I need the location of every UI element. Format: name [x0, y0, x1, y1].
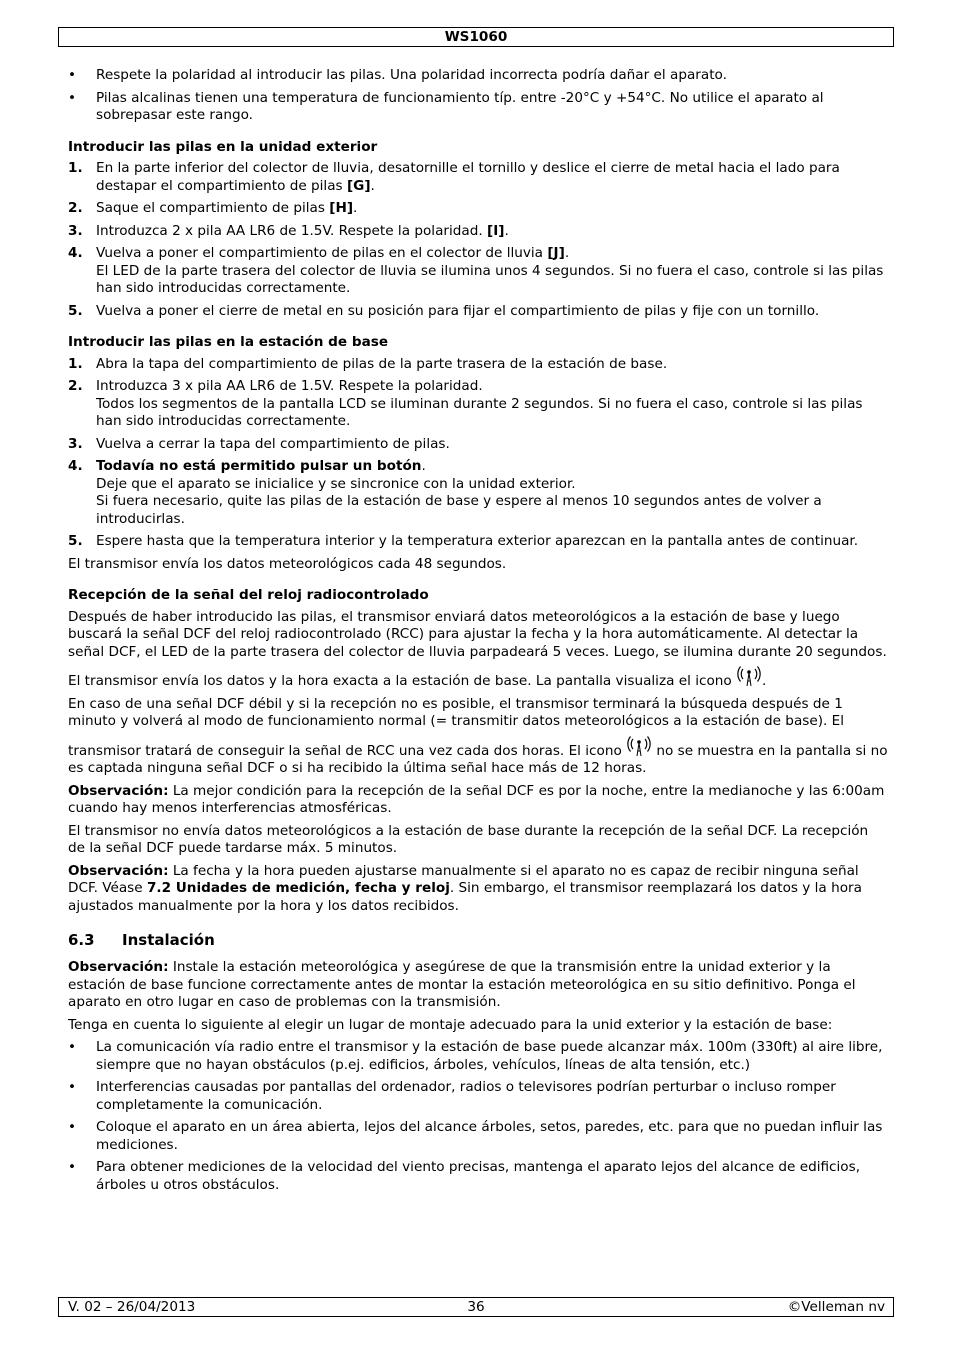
step-item: 4. Todavía no está permitido pulsar un botón. Deje que el aparato se inicialice y se sincronice con la unidad exterior. Si fuera necesario, quite las pilas de la estación de base y espere al menos 10 segundos antes de volver a introducirlas. [68, 458, 822, 527]
list-item: • La comunicación vía radio entre el transmisor y la estación de base puede alcanzar máx. 100m (330ft) al aire libre, siempre que no hayan obstáculos (p.ej. edificios, árboles, vehículos, líneas de alta tensión, etc.) [68, 1039, 883, 1073]
rcc-paragraph: En caso de una señal DCF débil y si la recepción no es posible, el transmisor terminará la búsqueda después de 1 minuto y volverá al modo de funcionamiento normal (= transmitir datos meteorológicos a la estación de base). El transmisor tratará de conseguir la señal de RCC una vez cada dos horas. El icono no se muestra en la pantalla si no es captada ninguna señal DCF o si ha recibido la última señal hace más de 12 horas. [68, 695, 888, 776]
cross-reference: 7.2 Unidades de medición, fecha y reloj [146, 880, 450, 896]
section-number: 6.3 [68, 931, 95, 949]
transmit-interval-note: El transmisor envía los datos meteorológicos cada 48 segundos. [68, 555, 507, 572]
page-content [68, 67, 888, 1199]
bullet-mark: • [68, 1119, 77, 1135]
section-title: Instalación [122, 931, 215, 949]
step-item: 3. Vuelva a cerrar la tapa del compartimiento de pilas. [68, 435, 450, 452]
page-header [58, 27, 894, 47]
observation-note: Observación: La fecha y la hora pueden ajustarse manualmente si el aparato no es capaz de recibir ninguna señal DCF. Véase 7.2 Unidades de medición, fecha y reloj. Sin embargo, el transmisor reemplazará los datos y la hora ajustados manualmente por la hora y los datos recibidos. [68, 862, 862, 914]
radio-tower-icon [736, 661, 762, 687]
model-title: WS1060 [444, 29, 508, 45]
list-item: • Interferencias causadas por pantallas del ordenador, radios o televisores podrían perturbar o incluso romper completamente la comunicación. [68, 1079, 836, 1113]
base-steps [68, 356, 888, 551]
install-considerations-list [68, 1039, 888, 1194]
list-item: • Para obtener mediciones de la velocidad del viento precisas, mantenga el aparato lejos del alcance de edificios, árboles u otros obstáculos. [68, 1159, 861, 1193]
page-number: 36 [467, 1299, 485, 1315]
step-item: 4. Vuelva a poner el compartimiento de pilas en el colector de lluvia [J]. El LED de la parte trasera del colector de lluvia se ilumina unos 4 segundos. Si no fuera el caso, controle si las pilas han sido introducidas correctamente. [68, 245, 884, 296]
base-heading: Introducir las pilas en la estación de base [68, 334, 389, 350]
bullet-mark: • [68, 1159, 77, 1175]
install-intro: Tenga en cuenta lo siguiente al elegir un lugar de montaje adecuado para la unid exterior y la estación de base: [68, 1016, 833, 1033]
rcc-heading: Recepción de la señal del reloj radiocontrolado [68, 587, 429, 603]
page-footer [58, 1297, 894, 1317]
list-item: • Pilas alcalinas tienen una temperatura de funcionamiento típ. entre -20°C y +54°C. No utilice el aparato al sobrepasar este rango. [68, 89, 824, 123]
bullet-mark: • [68, 67, 77, 83]
step-item: 5. Vuelva a poner el cierre de metal en su posición para fijar el compartimiento de pilas y fije con un tornillo. [68, 302, 820, 319]
list-item: • Coloque el aparato en un área abierta, lejos del alcance árboles, setos, paredes, etc. para que no puedan influir las mediciones. [68, 1119, 883, 1153]
bullet-mark: • [68, 1039, 77, 1055]
step-item: 1. Abra la tapa del compartimiento de pilas de la parte trasera de la estación de base. [68, 355, 668, 372]
observation-note: Observación: La mejor condición para la recepción de la señal DCF es por la noche, entre la medianoche y las 6:00am cuando hay menos interferencias atmosféricas. [68, 782, 885, 816]
outdoor-heading: Introducir las pilas en la unidad exterior [68, 138, 378, 155]
section-heading [68, 931, 888, 949]
step-item: 1. En la parte inferior del colector de lluvia, desatornille el tornillo y deslice el cierre de metal hacia el lado para destapar el compartimiento de pilas [G]. [68, 160, 840, 194]
rcc-paragraph: El transmisor no envía datos meteorológicos a la estación de base durante la recepción de la señal DCF. La recepción de la señal DCF puede tardarse máx. 5 minutos. [68, 822, 869, 856]
version-date: V. 02 – 26/04/2013 [68, 1299, 196, 1315]
outdoor-steps [68, 160, 888, 320]
step-item: 5. Espere hasta que la temperatura interior y la temperatura exterior aparezcan en la pantalla antes de continuar. [68, 533, 859, 549]
copyright: ©Velleman nv [787, 1299, 885, 1315]
radio-tower-icon [626, 731, 652, 757]
list-item: • Respete la polaridad al introducir las pilas. Una polaridad incorrecta podría dañar el aparato. [68, 67, 727, 83]
step-item: 2. Introduzca 3 x pila AA LR6 de 1.5V. Respete la polaridad. Todos los segmentos de la pantalla LCD se iluminan durante 2 segundos. Si no fuera el caso, controle si las pilas han sido introducidas correctamente. [68, 378, 863, 429]
step-item: 2. Saque el compartimiento de pilas [H]. [68, 200, 358, 216]
rcc-paragraph: Después de haber introducido las pilas, el transmisor enviará datos meteorológicos a la estación de base y luego buscará la señal DCF del reloj radiocontrolado (RCC) para ajustar la fecha y la hora automáticamente. Al detectar la señal DCF, el LED de la parte trasera del colector de lluvia parpadeará 5 veces. Luego, se ilumina durante 20 segundos. El transmisor envía los datos y la hora exacta a la estación de base. La pantalla visualiza el icono . [68, 608, 887, 689]
bullet-mark: • [68, 1079, 77, 1095]
bullet-mark: • [68, 89, 77, 106]
step-item: 3. Introduzca 2 x pila AA LR6 de 1.5V. Respete la polaridad. [I]. [68, 222, 509, 239]
precautions-list [68, 67, 888, 125]
observation-note: Observación: Instale la estación meteorológica y asegúrese de que la transmisión entre la unidad exterior y la estación de base funcione correctamente antes de montar la estación meteorológica en su sitio definitivo. Ponga el aparato en otro lugar en caso de problemas con la transmisión. [68, 959, 856, 1010]
